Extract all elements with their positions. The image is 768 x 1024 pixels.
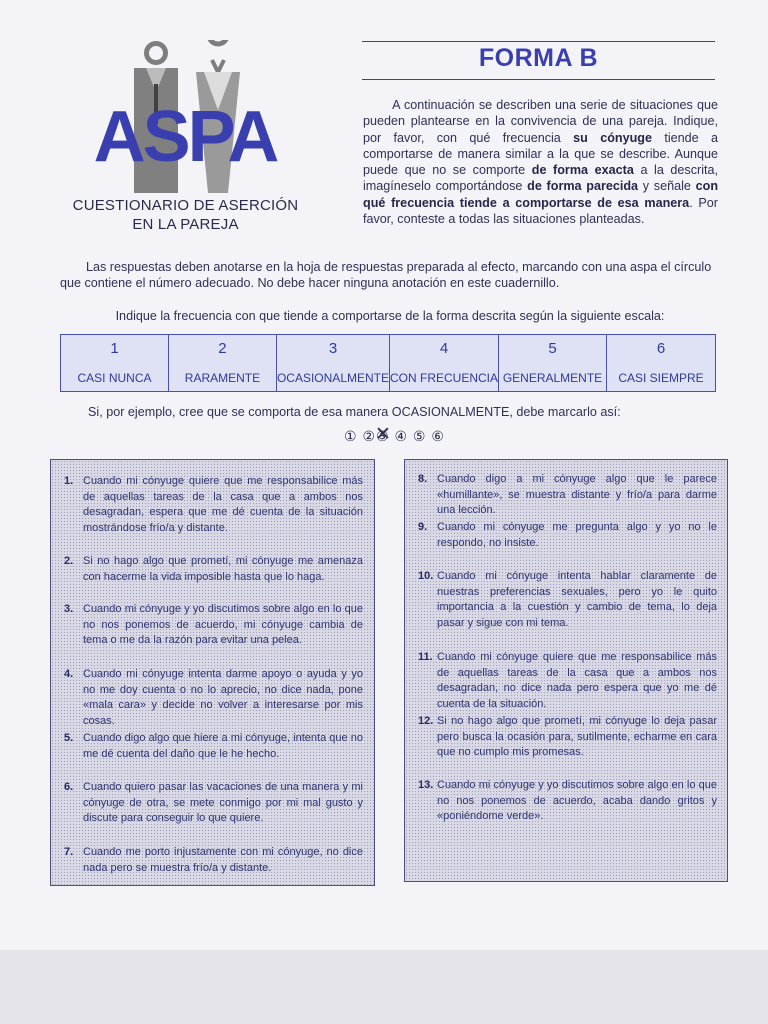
item-4 [64, 667, 363, 729]
scale-label: CON FRECUENCIA [390, 371, 499, 385]
item-text: Cuando quiero pasar las vacaciones de una manera y mi cónyuge de otra, se mete conmigo por mi mal gusto y discute para conseguir lo que quiere. [83, 781, 363, 824]
scale-option-4 [390, 335, 499, 391]
item-text: Cuando me porto injustamente con mi cónyuge, no dice nada pero se muestra frío/a y distante. [83, 846, 363, 874]
item-text: Cuando mi cónyuge me pregunta algo y yo no le respondo, no insiste. [437, 521, 717, 549]
aspa-logo [78, 40, 293, 195]
intro-text-1: A continuación se describen una serie de situaciones que pueden plantearse en la convivencia de una pareja. Indique, por favor, con qué frecuencia [363, 98, 718, 145]
item-text: Cuando mi cónyuge y yo discutimos sobre algo en lo que no nos ponemos de acuerdo, mi cónyuge cambia de tema o me da la razón para evitar una pelea. [83, 603, 363, 646]
scale-number: 6 [656, 340, 666, 357]
circle-2: ② [362, 428, 377, 444]
item-number: 8. [418, 473, 428, 485]
item-text: Si no hago algo que prometí, mi cónyuge lo deja pasar pero busca la ocasión para, sutilmente, echarme en cara que no cumplo mis promesas. [437, 715, 717, 758]
item-6 [64, 780, 363, 827]
item-number: 9. [418, 521, 428, 533]
scale-option-6 [607, 335, 715, 391]
intro-text-4: y señale [642, 179, 691, 194]
circle-5: ⑤ [412, 428, 427, 444]
intro-text-5: . Por favor, conteste a todas las situaciones planteadas. [363, 195, 718, 227]
item-10 [418, 569, 717, 631]
scale-number: 2 [218, 340, 227, 357]
item-number: 1. [64, 475, 74, 487]
example-marking [344, 428, 464, 445]
item-1 [64, 474, 363, 536]
logo-caption-line-2: EN LA PAREJA [132, 216, 239, 233]
item-13 [418, 778, 717, 825]
item-11 [418, 650, 717, 712]
scale-label: OCASIONALMENTE [276, 371, 389, 385]
item-number: 5. [64, 732, 74, 744]
circle-3-marked: ③ ✕ [376, 428, 390, 444]
item-5 [64, 731, 363, 762]
item-text: Cuando mi cónyuge quiere que me responsabilice más de aquellas tareas de la casa que a ambos nos desagradan, no dice nada pero espera que yo me dé cuenta de la situación. [437, 651, 717, 710]
item-text: Cuando mi cónyuge quiere que me responsabilice más de aquellas tareas de la casa que a ambos nos desagradan, espera que me dé cuenta de la situación mostrándose frío/a y distante. [83, 475, 363, 534]
scale-number: 5 [548, 340, 557, 357]
scale-number: 1 [110, 340, 119, 357]
scale-option-1 [61, 335, 169, 391]
item-text: Cuando digo algo que hiere a mi cónyuge, intenta que no me dé cuenta del daño que le he hecho. [83, 732, 363, 760]
item-number: 13. [418, 779, 434, 791]
item-7 [64, 845, 363, 876]
scanner-bottom-edge [0, 950, 768, 1024]
item-text: Cuando mi cónyuge intenta hablar claramente de nuestras preferencias sexuales, pero yo le quito importancia a la cuestión y cambio de tema, lo deja pasar y sigue con mi tema. [437, 570, 717, 629]
scale-label: CASI NUNCA [77, 371, 152, 385]
scale-option-5 [499, 335, 607, 391]
item-number: 11. [418, 651, 433, 663]
item-number: 3. [64, 603, 74, 615]
answer-instructions: Las respuestas deben anotarse en la hoja de respuestas preparada al efecto, marcando con una aspa el círculo que contiene el número adecuado. No debe hacer ninguna anotación en este cuadernillo. [60, 260, 712, 290]
scale-number: 4 [439, 340, 449, 357]
item-number: 6. [64, 781, 74, 793]
aspa-logo-text: ASPA [93, 97, 277, 177]
intro-bold-3: de forma parecida [527, 179, 639, 194]
scale-option-2 [169, 335, 277, 391]
item-text: Cuando mi cónyuge y yo discutimos sobre algo en lo que no nos ponemos de acuerdo, acaba dando gritos y «poniéndome verde». [437, 779, 717, 822]
item-8 [418, 472, 717, 519]
title-rule-bottom [362, 79, 715, 80]
intro-bold-2: de forma exacta [531, 163, 634, 178]
logo-caption [58, 196, 313, 234]
form-title: FORMA B [478, 44, 599, 72]
intro-bold-4: con qué frecuencia tiende a comportarse de esa manera [363, 179, 719, 210]
circle-4: ④ [394, 428, 409, 444]
title-rule-top [362, 41, 715, 42]
intro-text-2: tiende a comportarse de manera similar a la que se describe. Aunque puede que no se comporte [363, 130, 719, 178]
item-number: 12. [418, 715, 434, 727]
item-12 [418, 714, 717, 761]
item-text: Cuando digo a mi cónyuge algo que le parece «humillante», se muestra distante y frío/a para darme una lección. [437, 473, 717, 516]
item-3 [64, 602, 363, 649]
item-number: 4. [64, 668, 74, 680]
logo-caption-line-1: CUESTIONARIO DE ASERCIÓN [72, 197, 299, 214]
item-9 [418, 520, 717, 551]
intro-bold-1: su cónyuge [573, 130, 652, 145]
item-2 [64, 554, 363, 585]
items-box-left [50, 459, 375, 886]
example-text: Si, por ejemplo, cree que se comporta de esa manera OCASIONALMENTE, debe marcarlo así: [88, 405, 621, 419]
item-number: 7. [64, 846, 74, 858]
intro-paragraph [363, 97, 718, 227]
scale-number: 3 [328, 340, 338, 357]
scale-option-3 [277, 335, 390, 391]
scale-label: RARAMENTE [184, 371, 261, 385]
scale-label: CASI SIEMPRE [618, 371, 704, 385]
item-text: Cuando mi cónyuge intenta darme apoyo o ayuda y yo no me doy cuenta o no lo aprecio, no dice nada, pone «mala cara» y decide no volver a interesarse por mis cosas. [83, 668, 363, 727]
frequency-scale [60, 334, 716, 392]
scale-instructions: Indique la frecuencia con que tiende a comportarse de la forma descrita según la siguiente escala: [115, 309, 665, 323]
item-text: Si no hago algo que prometí, mi cónyuge me amenaza con hacerme la vida imposible hasta que lo haga. [83, 555, 363, 583]
circle-6: ⑥ [431, 428, 445, 444]
scale-label: GENERALMENTE [502, 371, 603, 385]
item-number: 10. [418, 570, 434, 582]
aspa-logo-graphic [78, 40, 293, 195]
items-box-right [404, 459, 728, 882]
circle-1: ① [344, 428, 358, 444]
intro-text-3: a la descrita, imagíneselo comportándose [363, 163, 719, 194]
item-number: 2. [64, 555, 74, 567]
